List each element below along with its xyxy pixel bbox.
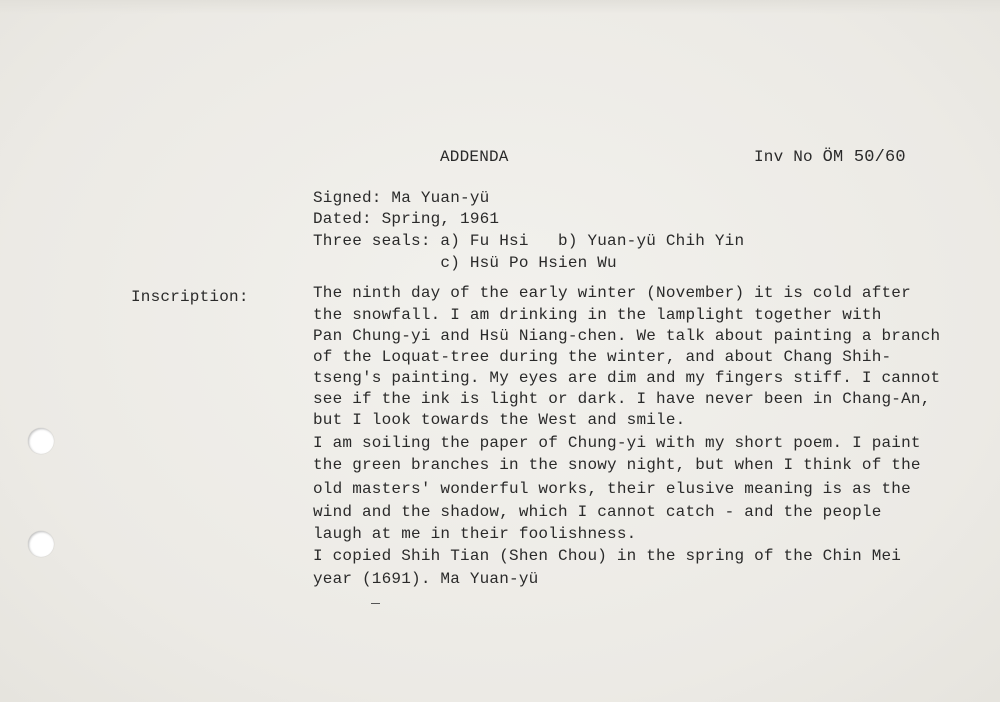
- inscription-line: but I look towards the West and smile.: [313, 411, 686, 429]
- inscription-line: wind and the shadow, which I cannot catch - and the people: [313, 503, 882, 521]
- inventory-number-line: [754, 147, 906, 168]
- seals-line-continued: c) Hsü Po Hsien Wu: [313, 254, 617, 272]
- dated-line: Dated: Spring, 1961: [313, 210, 500, 228]
- inscription-line: Pan Chung-yi and Hsü Niang-chen. We talk about painting a branch: [313, 327, 941, 345]
- inscription-line: of the Loquat-tree during the winter, and about Chang Shih-: [313, 348, 892, 366]
- stray-dash-mark: [371, 603, 380, 604]
- inventory-number: ÖM 50/60: [822, 148, 906, 167]
- inscription-line: laugh at me in their foolishness.: [313, 525, 637, 543]
- signed-line: Signed: Ma Yuan-yü: [313, 189, 490, 207]
- inscription-line: the snowfall. I am drinking in the lamplight together with: [313, 306, 882, 324]
- inscription-label: Inscription:: [131, 288, 249, 306]
- punch-hole: [28, 531, 54, 557]
- document-title: ADDENDA: [440, 148, 509, 166]
- seals-line: Three seals: a) Fu Hsi b) Yuan-yü Chih Yin: [313, 232, 745, 250]
- punch-hole: [28, 428, 54, 454]
- inscription-line: year (1691). Ma Yuan-yü: [313, 570, 539, 588]
- inscription-line: the green branches in the snowy night, but when I think of the: [313, 456, 921, 474]
- inscription-line: see if the ink is light or dark. I have never been in Chang-An,: [313, 390, 931, 408]
- inscription-line: I am soiling the paper of Chung-yi with my short poem. I paint: [313, 434, 921, 452]
- inscription-line: old masters' wonderful works, their elusive meaning is as the: [313, 480, 911, 498]
- inscription-line: The ninth day of the early winter (November) it is cold after: [313, 284, 911, 302]
- inscription-line: I copied Shih Tian (Shen Chou) in the spring of the Chin Mei: [313, 547, 902, 565]
- paper-top-edge: [0, 0, 1000, 14]
- inscription-line: tseng's painting. My eyes are dim and my fingers stiff. I cannot: [313, 369, 941, 387]
- inventory-label: Inv No: [754, 148, 813, 166]
